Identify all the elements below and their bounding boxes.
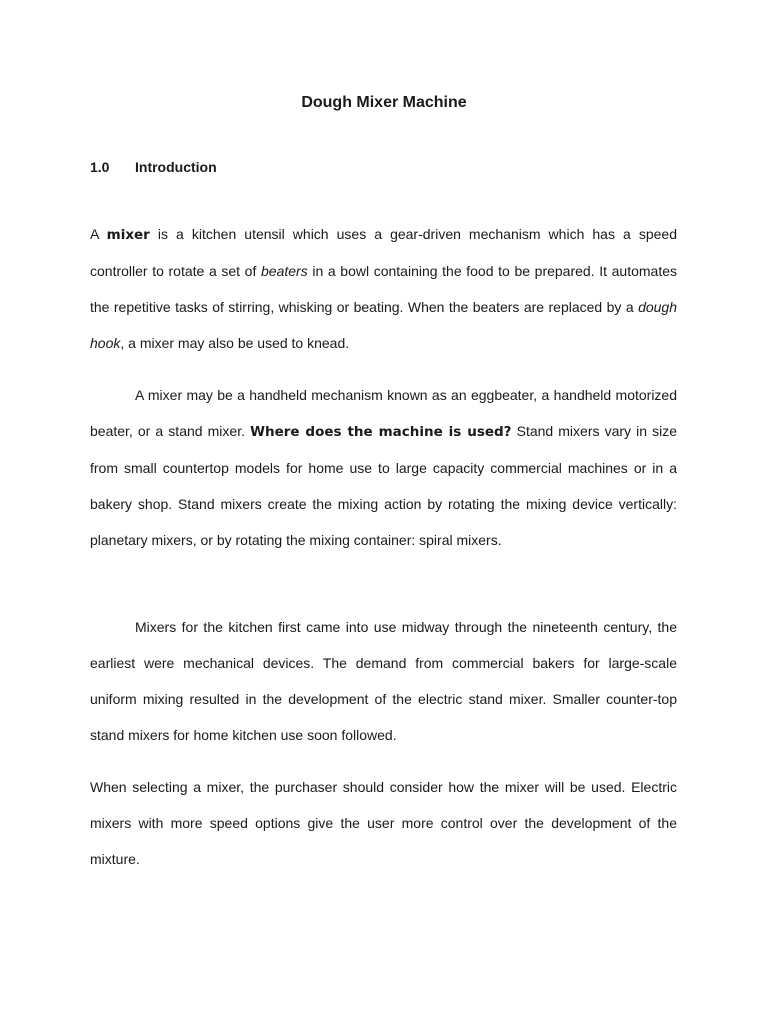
p3-text-1: Mixers for the kitchen first came into use midway through the nineteenth century, the earliest were mechanical devices. The demand from commercial bakers for large-scale uniform mixing resulted in the development of the electric stand mixer. Smaller counter-top stand mixers for home kitchen use soon followed. <box>90 619 677 743</box>
p2-text-2: Stand mixers vary in size from small countertop models for home use to large capacity commercial machines or in a bakery shop. Stand mixers create the mixing action by rotating the mixing device vertically: planetary mixers, or by rotating the mixing container: spiral mixers. <box>90 423 677 548</box>
paragraph-mixer-history <box>90 609 677 753</box>
paragraph-mixer-definition <box>90 216 677 361</box>
term-beaters: beaters <box>261 263 308 279</box>
question-usage: Where does the machine is used? <box>250 424 512 440</box>
paragraph-mixer-selection <box>90 769 677 877</box>
document-title: Dough Mixer Machine <box>301 94 467 111</box>
paragraph-mixer-types <box>90 377 677 558</box>
p1-text-4: , a mixer may also be used to knead. <box>120 335 350 351</box>
p2-text-1: A mixer may be a handheld mechanism known as an eggbeater, a handheld motorized beater, or a stand mixer. <box>90 387 677 439</box>
p1-text-3: in a bowl containing the food to be prepared. It automates the repetitive tasks of stirring, whisking or beating. When the beaters are replaced by a <box>90 263 678 315</box>
p1-text-1: A <box>90 226 107 242</box>
p4-text-1: When selecting a mixer, the purchaser should consider how the mixer will be used. Electric mixers with more speed options give the user more control over the development of the mixture. <box>90 779 677 867</box>
section-heading <box>90 158 217 176</box>
section-title: Introduction <box>135 159 217 175</box>
p1-text-2: is a kitchen utensil which uses a gear-driven mechanism which has a speed controller to rotate a set of <box>90 226 677 279</box>
section-number: 1.0 <box>90 159 110 175</box>
term-dough-hook: dough hook <box>90 299 677 351</box>
term-mixer: mixer <box>106 227 150 243</box>
